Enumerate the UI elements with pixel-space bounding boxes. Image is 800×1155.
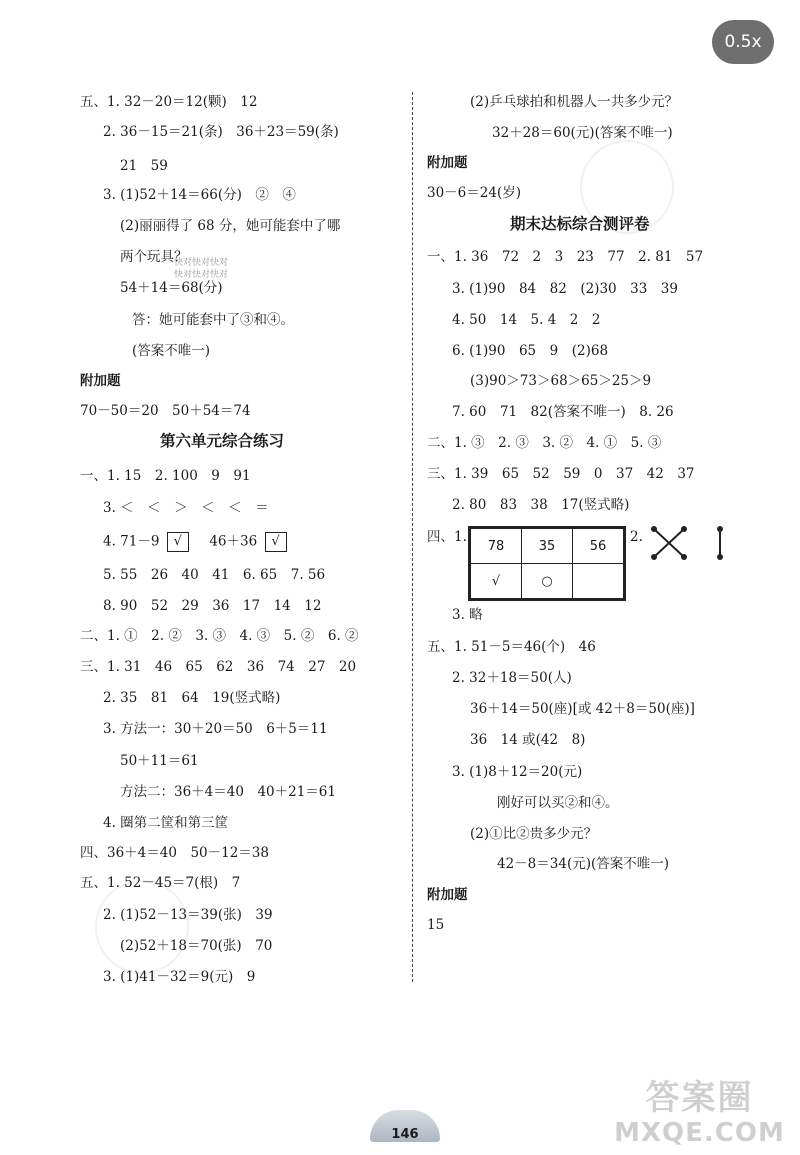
answer-line: 3. (1)41－32＝9(元) 9	[103, 969, 256, 985]
answer-line: 30－6＝24(岁)	[427, 185, 521, 201]
answer-line: 四、36＋4＝40 50－12＝38	[80, 845, 269, 861]
answer-line: 8. 90 52 29 36 17 14 12	[103, 598, 322, 614]
speed-badge[interactable]: 0.5x	[712, 20, 774, 64]
answer-line: 刚好可以买②和④。	[497, 795, 619, 811]
answer-line: 二、1. ① 2. ② 3. ③ 4. ③ 5. ② 6. ②	[80, 628, 359, 644]
grid-cell: 56	[573, 529, 624, 564]
answer-line: 一、1. 36 72 2 3 23 77 2. 81 57	[427, 249, 704, 265]
section-heading: 附加题	[427, 155, 468, 171]
answer-line: 三、1. 31 46 65 62 36 74 27 20	[80, 659, 357, 675]
grid-cell: 78	[471, 529, 522, 564]
check-box: √	[167, 532, 189, 552]
answer-line: 3. 略	[452, 607, 483, 623]
answer-line: 2. 35 81 64 19(竖式略)	[103, 690, 281, 706]
grid-cell: 35	[522, 529, 573, 564]
answer-line: 5. 55 26 40 41 6. 65 7. 56	[103, 567, 326, 583]
answer-line: 32＋28＝60(元)(答案不唯一)	[492, 125, 673, 141]
answer-line: 三、1. 39 65 52 59 0 37 42 37	[427, 466, 695, 482]
answer-line: 54＋14＝68(分)	[120, 280, 223, 296]
answer-line: (2)52＋18＝70(张) 70	[120, 938, 273, 954]
answer-line: 21 59	[120, 158, 168, 174]
answer-line: 2.	[630, 529, 643, 545]
section-heading: 附加题	[80, 373, 121, 389]
section-title: 第六单元综合练习	[160, 432, 285, 450]
answer-line: 2. 80 83 38 17(竖式略)	[452, 497, 630, 513]
watermark-stamp	[95, 880, 189, 974]
answer-line: 15	[427, 917, 445, 933]
answer-line: 36＋14＝50(座)[或 42＋8＝50(座)]	[470, 701, 695, 717]
answer-line: 4. 50 14 5. 4 2 2	[452, 312, 601, 328]
answer-line: 四、1.	[427, 529, 467, 545]
answer-line: (2)乒乓球拍和机器人一共多少元？	[470, 94, 679, 110]
answer-line: 4. 圈第二筐和第三筐	[103, 815, 229, 831]
answer-line: 42－8＝34(元)(答案不唯一)	[497, 856, 670, 872]
answer-line: 70－50＝20 50＋54＝74	[80, 403, 251, 419]
answer-line: 3. ＜ ＜ ＞ ＜ ＜ ＝	[103, 500, 269, 516]
watermark-line-1: 答案圈	[645, 1078, 754, 1118]
grid-cell	[573, 564, 624, 599]
watermark-line-2: MXQE.COM	[614, 1118, 785, 1148]
answer-line: 36 14 或(42 8)	[470, 732, 586, 748]
answer-line: (2)丽丽得了 68 分，她可能套中了哪	[120, 218, 341, 234]
answer-line: 一、1. 15 2. 100 9 91	[80, 468, 251, 484]
answer-line: 3. (1)90 84 82 (2)30 33 39	[452, 281, 678, 297]
answer-line: 2. 36－15＝21(条) 36＋23＝59(条)	[103, 124, 339, 140]
answer-line: 两个玩具？	[120, 249, 188, 265]
section-title: 期末达标综合测评卷	[510, 215, 650, 233]
answer-line: 2. 32＋18＝50(人)	[452, 670, 572, 686]
answer-line: 方法二：36＋4＝40 40＋21＝61	[120, 784, 336, 800]
answer-line: (3)90＞73＞68＞65＞25＞9	[470, 373, 652, 389]
answer-line	[103, 532, 287, 552]
answer-line: (2)①比②贵多少元？	[470, 826, 598, 842]
answer-line: 2. (1)52－13＝39(张) 39	[103, 907, 273, 923]
answer-grid	[470, 528, 624, 599]
answer-line: 3. 方法一：30＋20＝50 6＋5＝11	[103, 721, 328, 737]
answer-line: 五、1. 52－45＝7(根) 7	[80, 875, 241, 891]
expression: 46＋36	[209, 533, 258, 550]
answer-line: 6. (1)90 65 9 (2)68	[452, 343, 609, 359]
answer-line: 答：她可能套中了③和④。	[132, 312, 294, 328]
answer-line: 五、1. 51－5＝46(个) 46	[427, 639, 596, 655]
answer-line: 3. (1)8＋12＝20(元)	[452, 764, 583, 780]
answer-line: 7. 60 71 82(答案不唯一) 8. 26	[452, 404, 674, 420]
column-divider	[412, 92, 413, 982]
section-heading: 附加题	[427, 887, 468, 903]
watermark-stamp-text: 快对快对快对	[174, 258, 229, 268]
grid-cell: ○	[522, 564, 573, 599]
watermark-logo	[612, 1078, 787, 1148]
matching-lines-diagram	[648, 523, 738, 563]
answer-line: (答案不唯一)	[132, 343, 211, 359]
expression: 4. 71－9	[103, 533, 160, 550]
answer-line: 3. (1)52＋14＝66(分) ② ④	[103, 187, 296, 203]
answer-line: 二、1. ③ 2. ③ 3. ② 4. ① 5. ③	[427, 435, 662, 451]
grid-cell: √	[471, 564, 522, 599]
watermark-stamp-text: 快对快对快对	[174, 270, 229, 280]
page-number: 146	[370, 1110, 440, 1142]
check-box: √	[265, 532, 287, 552]
answer-line: 五、1. 32－20＝12(颗) 12	[80, 94, 258, 110]
answer-line: 50＋11＝61	[120, 753, 199, 769]
